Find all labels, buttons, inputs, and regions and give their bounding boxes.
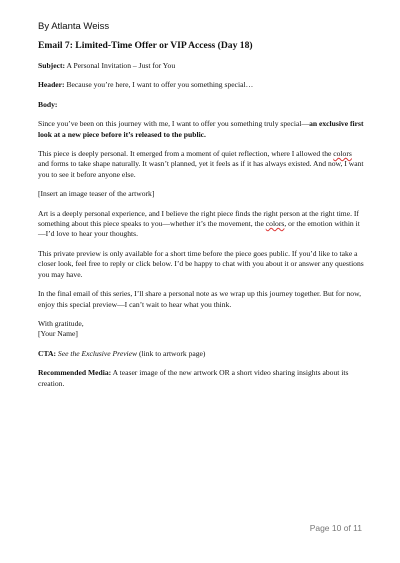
body-paragraph-2	[38, 149, 364, 180]
p2-spellcheck-word: colors	[333, 149, 352, 159]
subject-row	[38, 61, 364, 71]
signoff	[38, 319, 364, 340]
p2-text-a: This piece is deeply personal. It emerged from a moment of quiet reflection, where I allowed the	[38, 149, 334, 159]
body-paragraph-4	[38, 209, 364, 240]
p1-text: Since you’ve been on this journey with me, I want to offer you something truly special—	[38, 119, 310, 129]
cta-label: CTA:	[38, 348, 56, 358]
media-label: Recommended Media:	[38, 368, 112, 378]
p1-bold-text: an exclusive first look at a new piece before it’s released to the public.	[38, 119, 364, 139]
media-row	[38, 368, 364, 389]
signoff-line-2: [Your Name]	[38, 329, 78, 339]
header-row	[38, 80, 364, 90]
header-text: Because you’re here, I want to offer you something special…	[66, 80, 254, 90]
body-paragraph-6: In the final email of this series, I’ll share a personal note as we wrap up this journey together. But for now, enjoy this special preview—I can’t wait to hear what you think.	[38, 289, 361, 309]
email-content	[38, 40, 364, 398]
cta-row	[38, 349, 364, 359]
p4-text-b: , or the emotion within it—I’d love to hear your thoughts.	[38, 219, 360, 239]
p2-text-b: and forms to take shape naturally. It wasn’t planned, yet it feels as if it has always existed. And now, I want you to see it before anyone else.	[38, 159, 364, 179]
media-text: A teaser image of the new artwork OR a short video sharing insights about its creation.	[38, 368, 349, 388]
header-label: Header:	[38, 80, 65, 90]
cta-rest: (link to artwork page)	[137, 348, 206, 358]
body-label: Body:	[38, 99, 58, 109]
page-number: Page 10 of 11	[309, 523, 362, 533]
body-paragraph-5: This private preview is only available for a short time before the piece goes public. If you’d like to take a closer look, feel free to reply or click below. I’d be happy to chat with you about it or answer any questions you may have.	[38, 248, 364, 279]
p4-spellcheck-word: colors	[265, 219, 285, 229]
body-paragraph-1	[38, 119, 364, 140]
subject-label: Subject:	[38, 61, 65, 70]
email-title: Email 7: Limited-Time Offer or VIP Access (Day 18)	[38, 40, 253, 51]
body-paragraph-3: [Insert an image teaser of the artwork]	[38, 189, 155, 199]
author-line: By Atlanta Weiss	[38, 21, 110, 32]
cta-link-text: See the Exclusive Preview	[57, 348, 138, 358]
p4-text-a: Art is a deeply personal experience, and I believe the right piece finds the right person at the right time. If something about this piece speaks to you—whether it’s the movement, the	[38, 208, 359, 229]
subject-text: A Personal Invitation – Just for You	[66, 61, 176, 70]
signoff-line-1: With gratitude,	[38, 318, 84, 328]
